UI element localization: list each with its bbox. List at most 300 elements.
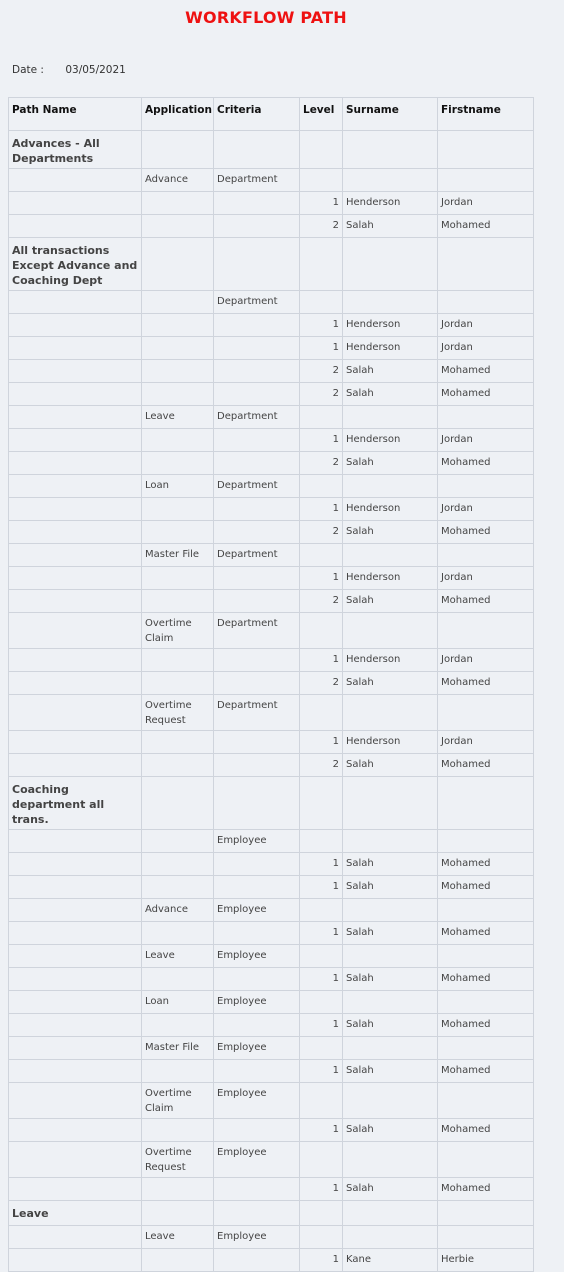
path-name-cell — [9, 544, 142, 567]
firstname-cell — [438, 1037, 534, 1060]
criteria-cell — [214, 215, 300, 238]
table-row — [9, 475, 534, 498]
surname-cell — [343, 1226, 438, 1249]
table-row — [9, 1060, 534, 1083]
level-cell — [300, 169, 343, 192]
criteria-cell — [214, 131, 300, 169]
application-cell — [142, 291, 214, 314]
criteria-cell: Employee — [214, 991, 300, 1014]
level-cell: 1 — [300, 968, 343, 991]
path-name-cell — [9, 754, 142, 777]
firstname-cell — [438, 777, 534, 830]
application-cell: Advance — [142, 899, 214, 922]
table-row — [9, 521, 534, 544]
path-name-cell — [9, 1226, 142, 1249]
firstname-cell: Mohamed — [438, 1060, 534, 1083]
path-name-cell — [9, 1178, 142, 1201]
surname-cell: Salah — [343, 383, 438, 406]
column-header-firstname: Firstname — [438, 98, 534, 131]
table-row — [9, 337, 534, 360]
level-cell: 1 — [300, 498, 343, 521]
firstname-cell — [438, 830, 534, 853]
criteria-cell: Department — [214, 406, 300, 429]
table-row — [9, 131, 534, 169]
surname-cell: Salah — [343, 1060, 438, 1083]
table-row — [9, 567, 534, 590]
level-cell — [300, 945, 343, 968]
criteria-cell — [214, 853, 300, 876]
firstname-cell — [438, 899, 534, 922]
level-cell — [300, 238, 343, 291]
application-cell — [142, 521, 214, 544]
firstname-cell: Mohamed — [438, 590, 534, 613]
application-cell — [142, 1178, 214, 1201]
firstname-cell: Jordan — [438, 429, 534, 452]
path-name-cell — [9, 360, 142, 383]
table-row — [9, 853, 534, 876]
criteria-cell — [214, 968, 300, 991]
column-header-path-name: Path Name — [9, 98, 142, 131]
criteria-cell — [214, 754, 300, 777]
table-row — [9, 1037, 534, 1060]
path-name-cell: All transactions Except Advance and Coaching Dept — [9, 238, 142, 291]
application-cell — [142, 314, 214, 337]
surname-cell: Henderson — [343, 429, 438, 452]
path-name-cell — [9, 876, 142, 899]
level-cell: 2 — [300, 672, 343, 695]
criteria-cell — [214, 777, 300, 830]
level-cell: 2 — [300, 754, 343, 777]
firstname-cell: Mohamed — [438, 215, 534, 238]
application-cell — [142, 498, 214, 521]
surname-cell — [343, 406, 438, 429]
surname-cell: Kane — [343, 1249, 438, 1272]
surname-cell: Salah — [343, 590, 438, 613]
table-row — [9, 754, 534, 777]
path-name-cell — [9, 1142, 142, 1178]
application-cell — [142, 922, 214, 945]
firstname-cell: Herbie — [438, 1249, 534, 1272]
surname-cell: Salah — [343, 215, 438, 238]
application-cell — [142, 215, 214, 238]
path-name-cell: Advances - All Departments — [9, 131, 142, 169]
table-row — [9, 192, 534, 215]
table-row — [9, 731, 534, 754]
level-cell — [300, 131, 343, 169]
firstname-cell: Jordan — [438, 337, 534, 360]
criteria-cell — [214, 337, 300, 360]
application-cell — [142, 1119, 214, 1142]
criteria-cell — [214, 1119, 300, 1142]
surname-cell: Henderson — [343, 314, 438, 337]
application-cell — [142, 876, 214, 899]
application-cell — [142, 429, 214, 452]
table-row — [9, 945, 534, 968]
report-title: WORKFLOW PATH — [185, 8, 347, 27]
firstname-cell: Jordan — [438, 498, 534, 521]
table-row — [9, 291, 534, 314]
level-cell — [300, 544, 343, 567]
criteria-cell: Employee — [214, 899, 300, 922]
surname-cell: Salah — [343, 521, 438, 544]
criteria-cell — [214, 922, 300, 945]
table-row — [9, 1226, 534, 1249]
firstname-cell — [438, 1226, 534, 1249]
surname-cell — [343, 169, 438, 192]
path-name-cell — [9, 613, 142, 649]
surname-cell: Salah — [343, 672, 438, 695]
level-cell: 1 — [300, 1060, 343, 1083]
surname-cell — [343, 1201, 438, 1226]
criteria-cell — [214, 1249, 300, 1272]
table-row — [9, 1119, 534, 1142]
firstname-cell: Mohamed — [438, 360, 534, 383]
path-name-cell — [9, 1119, 142, 1142]
surname-cell — [343, 131, 438, 169]
firstname-cell — [438, 291, 534, 314]
surname-cell — [343, 991, 438, 1014]
surname-cell: Henderson — [343, 337, 438, 360]
column-header-level: Level — [300, 98, 343, 131]
criteria-cell — [214, 452, 300, 475]
level-cell: 2 — [300, 521, 343, 544]
path-name-cell — [9, 1249, 142, 1272]
criteria-cell — [214, 1014, 300, 1037]
criteria-cell: Department — [214, 475, 300, 498]
level-cell: 2 — [300, 215, 343, 238]
application-cell — [142, 383, 214, 406]
surname-cell — [343, 544, 438, 567]
criteria-cell — [214, 238, 300, 291]
surname-cell: Henderson — [343, 731, 438, 754]
firstname-cell — [438, 991, 534, 1014]
date-label: Date : — [12, 64, 44, 76]
table-header-row — [9, 98, 534, 131]
application-cell — [142, 1249, 214, 1272]
firstname-cell — [438, 1142, 534, 1178]
table-row — [9, 238, 534, 291]
application-cell: Loan — [142, 475, 214, 498]
path-name-cell — [9, 498, 142, 521]
path-name-cell — [9, 731, 142, 754]
criteria-cell — [214, 314, 300, 337]
level-cell: 1 — [300, 1178, 343, 1201]
table-row — [9, 695, 534, 731]
level-cell — [300, 1226, 343, 1249]
criteria-cell — [214, 383, 300, 406]
level-cell — [300, 991, 343, 1014]
surname-cell: Salah — [343, 1119, 438, 1142]
level-cell — [300, 830, 343, 853]
criteria-cell: Department — [214, 544, 300, 567]
path-name-cell — [9, 899, 142, 922]
application-cell — [142, 1201, 214, 1226]
firstname-cell: Mohamed — [438, 754, 534, 777]
application-cell — [142, 337, 214, 360]
level-cell: 1 — [300, 429, 343, 452]
application-cell — [142, 1060, 214, 1083]
level-cell: 1 — [300, 731, 343, 754]
firstname-cell: Mohamed — [438, 672, 534, 695]
surname-cell — [343, 1037, 438, 1060]
path-name-cell: Leave — [9, 1201, 142, 1226]
criteria-cell — [214, 590, 300, 613]
path-name-cell: Coaching department all trans. — [9, 777, 142, 830]
application-cell — [142, 590, 214, 613]
surname-cell: Henderson — [343, 567, 438, 590]
application-cell — [142, 452, 214, 475]
firstname-cell — [438, 406, 534, 429]
table-body — [9, 131, 534, 1272]
application-cell: Overtime Claim — [142, 1083, 214, 1119]
criteria-cell: Department — [214, 695, 300, 731]
firstname-cell — [438, 1083, 534, 1119]
level-cell: 1 — [300, 1249, 343, 1272]
surname-cell — [343, 291, 438, 314]
level-cell: 1 — [300, 853, 343, 876]
application-cell — [142, 131, 214, 169]
date-value: 03/05/2021 — [65, 64, 126, 76]
criteria-cell — [214, 1060, 300, 1083]
criteria-cell — [214, 1178, 300, 1201]
level-cell: 1 — [300, 314, 343, 337]
application-cell — [142, 672, 214, 695]
application-cell: Overtime Request — [142, 695, 214, 731]
application-cell: Overtime Request — [142, 1142, 214, 1178]
surname-cell: Salah — [343, 452, 438, 475]
level-cell: 1 — [300, 1014, 343, 1037]
table-row — [9, 649, 534, 672]
criteria-cell — [214, 429, 300, 452]
level-cell: 1 — [300, 876, 343, 899]
path-name-cell — [9, 830, 142, 853]
criteria-cell — [214, 521, 300, 544]
level-cell — [300, 291, 343, 314]
column-header-criteria: Criteria — [214, 98, 300, 131]
table-row — [9, 876, 534, 899]
surname-cell: Henderson — [343, 649, 438, 672]
criteria-cell: Department — [214, 613, 300, 649]
surname-cell — [343, 777, 438, 830]
table-row — [9, 991, 534, 1014]
level-cell — [300, 1201, 343, 1226]
application-cell: Leave — [142, 945, 214, 968]
table-row — [9, 215, 534, 238]
level-cell: 2 — [300, 383, 343, 406]
surname-cell — [343, 899, 438, 922]
level-cell — [300, 695, 343, 731]
level-cell — [300, 899, 343, 922]
firstname-cell — [438, 945, 534, 968]
path-name-cell — [9, 452, 142, 475]
path-name-cell — [9, 672, 142, 695]
level-cell: 1 — [300, 649, 343, 672]
surname-cell: Salah — [343, 360, 438, 383]
criteria-cell — [214, 567, 300, 590]
criteria-cell — [214, 731, 300, 754]
firstname-cell: Mohamed — [438, 383, 534, 406]
surname-cell: Henderson — [343, 498, 438, 521]
application-cell — [142, 567, 214, 590]
application-cell: Leave — [142, 1226, 214, 1249]
application-cell — [142, 731, 214, 754]
application-cell — [142, 754, 214, 777]
path-name-cell — [9, 1014, 142, 1037]
firstname-cell — [438, 238, 534, 291]
level-cell: 1 — [300, 337, 343, 360]
application-cell — [142, 238, 214, 291]
path-name-cell — [9, 695, 142, 731]
firstname-cell — [438, 695, 534, 731]
table-row — [9, 590, 534, 613]
level-cell — [300, 1037, 343, 1060]
table-row — [9, 383, 534, 406]
path-name-cell — [9, 337, 142, 360]
path-name-cell — [9, 429, 142, 452]
application-cell: Advance — [142, 169, 214, 192]
surname-cell: Salah — [343, 968, 438, 991]
table-row — [9, 1249, 534, 1272]
surname-cell: Salah — [343, 1014, 438, 1037]
table-row — [9, 1083, 534, 1119]
table-row — [9, 1142, 534, 1178]
surname-cell — [343, 945, 438, 968]
firstname-cell: Mohamed — [438, 1178, 534, 1201]
path-name-cell — [9, 649, 142, 672]
surname-cell: Salah — [343, 754, 438, 777]
firstname-cell: Mohamed — [438, 876, 534, 899]
path-name-cell — [9, 406, 142, 429]
surname-cell — [343, 238, 438, 291]
table-row — [9, 1201, 534, 1226]
criteria-cell: Employee — [214, 1083, 300, 1119]
surname-cell: Henderson — [343, 192, 438, 215]
level-cell: 2 — [300, 452, 343, 475]
application-cell — [142, 192, 214, 215]
table-row — [9, 544, 534, 567]
path-name-cell — [9, 945, 142, 968]
surname-cell — [343, 830, 438, 853]
firstname-cell — [438, 169, 534, 192]
firstname-cell: Mohamed — [438, 968, 534, 991]
table-row — [9, 498, 534, 521]
application-cell — [142, 853, 214, 876]
table-row — [9, 777, 534, 830]
firstname-cell — [438, 1201, 534, 1226]
level-cell: 1 — [300, 1119, 343, 1142]
criteria-cell: Department — [214, 291, 300, 314]
path-name-cell — [9, 590, 142, 613]
path-name-cell — [9, 968, 142, 991]
application-cell: Loan — [142, 991, 214, 1014]
path-name-cell — [9, 853, 142, 876]
application-cell — [142, 360, 214, 383]
firstname-cell: Jordan — [438, 314, 534, 337]
level-cell — [300, 777, 343, 830]
firstname-cell — [438, 613, 534, 649]
surname-cell — [343, 695, 438, 731]
path-name-cell — [9, 1037, 142, 1060]
table-row — [9, 360, 534, 383]
table-row — [9, 314, 534, 337]
table-row — [9, 1178, 534, 1201]
surname-cell: Salah — [343, 1178, 438, 1201]
level-cell — [300, 475, 343, 498]
criteria-cell — [214, 672, 300, 695]
surname-cell: Salah — [343, 922, 438, 945]
criteria-cell: Employee — [214, 1226, 300, 1249]
firstname-cell: Jordan — [438, 567, 534, 590]
table-row — [9, 169, 534, 192]
application-cell — [142, 968, 214, 991]
surname-cell: Salah — [343, 876, 438, 899]
path-name-cell — [9, 521, 142, 544]
path-name-cell — [9, 475, 142, 498]
path-name-cell — [9, 215, 142, 238]
level-cell: 2 — [300, 360, 343, 383]
firstname-cell: Mohamed — [438, 853, 534, 876]
column-header-surname: Surname — [343, 98, 438, 131]
level-cell: 2 — [300, 590, 343, 613]
level-cell — [300, 406, 343, 429]
criteria-cell: Employee — [214, 1037, 300, 1060]
path-name-cell — [9, 192, 142, 215]
table-row — [9, 899, 534, 922]
criteria-cell — [214, 498, 300, 521]
firstname-cell: Jordan — [438, 731, 534, 754]
workflow-path-table — [8, 97, 534, 1272]
criteria-cell: Employee — [214, 830, 300, 853]
path-name-cell — [9, 383, 142, 406]
application-cell: Overtime Claim — [142, 613, 214, 649]
path-name-cell — [9, 991, 142, 1014]
application-cell — [142, 777, 214, 830]
level-cell — [300, 1142, 343, 1178]
column-header-application: Application — [142, 98, 214, 131]
application-cell: Leave — [142, 406, 214, 429]
criteria-cell — [214, 649, 300, 672]
table-row — [9, 452, 534, 475]
criteria-cell — [214, 192, 300, 215]
level-cell: 1 — [300, 192, 343, 215]
application-cell: Master File — [142, 1037, 214, 1060]
criteria-cell: Department — [214, 169, 300, 192]
firstname-cell: Mohamed — [438, 452, 534, 475]
table-row — [9, 406, 534, 429]
path-name-cell — [9, 1083, 142, 1119]
firstname-cell — [438, 131, 534, 169]
application-cell: Master File — [142, 544, 214, 567]
surname-cell — [343, 475, 438, 498]
path-name-cell — [9, 169, 142, 192]
surname-cell — [343, 1142, 438, 1178]
firstname-cell: Mohamed — [438, 1014, 534, 1037]
level-cell — [300, 1083, 343, 1119]
level-cell: 1 — [300, 567, 343, 590]
firstname-cell — [438, 475, 534, 498]
table-row — [9, 613, 534, 649]
table-row — [9, 830, 534, 853]
application-cell — [142, 1014, 214, 1037]
table-row — [9, 429, 534, 452]
table-row — [9, 922, 534, 945]
firstname-cell: Jordan — [438, 649, 534, 672]
level-cell: 1 — [300, 922, 343, 945]
path-name-cell — [9, 314, 142, 337]
firstname-cell: Mohamed — [438, 521, 534, 544]
surname-cell — [343, 613, 438, 649]
criteria-cell: Employee — [214, 1142, 300, 1178]
